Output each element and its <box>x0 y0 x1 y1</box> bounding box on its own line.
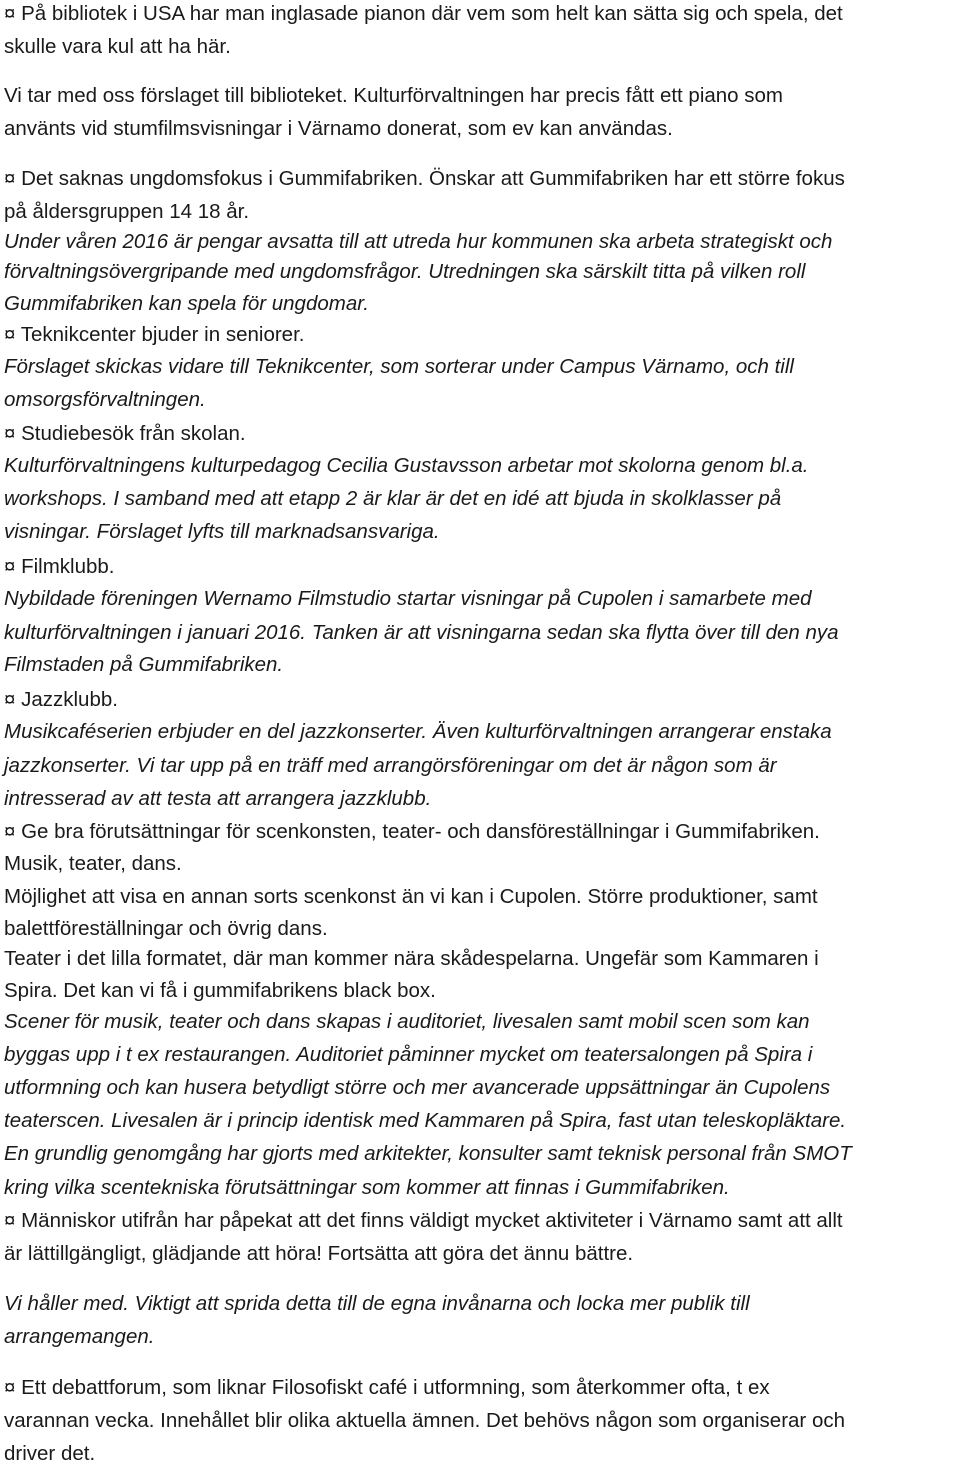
text-line: ¤ Människor utifrån har påpekat att det finns väldigt mycket aktiviteter i Värnamo samt att allt <box>4 1209 843 1232</box>
text-line: byggas upp i t ex restaurangen. Auditoriet påminner mycket om teatersalongen på Spira i <box>4 1043 813 1066</box>
text-line: ¤ Filmklubb. <box>4 555 115 578</box>
text-line: kulturförvaltningen i januari 2016. Tanken är att visningarna sedan ska flytta över till den nya <box>4 621 839 644</box>
text-line: Förslaget skickas vidare till Teknikcenter, som sorterar under Campus Värnamo, och till <box>4 355 794 378</box>
text-line: Gummifabriken kan spela för ungdomar. <box>4 292 369 315</box>
text-line: ¤ Teknikcenter bjuder in seniorer. <box>4 323 305 346</box>
text-line: använts vid stumfilmsvisningar i Värnamo donerat, som ev kan användas. <box>4 117 673 140</box>
text-line: ¤ Det saknas ungdomsfokus i Gummifabriken. Önskar att Gummifabriken har ett större fokus <box>4 167 845 190</box>
text-line: intresserad av att testa att arrangera jazzklubb. <box>4 787 432 810</box>
text-line: Spira. Det kan vi få i gummifabrikens black box. <box>4 979 436 1002</box>
text-line: arrangemangen. <box>4 1325 155 1348</box>
text-line: Möjlighet att visa en annan sorts scenkonst än vi kan i Cupolen. Större produktioner, samt <box>4 885 818 908</box>
text-line: Vi tar med oss förslaget till biblioteket. Kulturförvaltningen har precis fått ett piano som <box>4 84 784 107</box>
text-line: ¤ Jazzklubb. <box>4 688 118 711</box>
text-line: Musikcaféserien erbjuder en del jazzkonserter. Även kulturförvaltningen arrangerar enstaka <box>4 720 832 743</box>
text-line: Nybildade föreningen Wernamo Filmstudio startar visningar på Cupolen i samarbete med <box>4 587 812 610</box>
text-line: utformning och kan husera betydligt större och mer avancerade uppsättningar än Cupolens <box>4 1076 831 1099</box>
text-line: teaterscen. Livesalen är i princip identisk med Kammaren på Spira, fast utan teleskopläktare. <box>4 1109 847 1132</box>
text-line: workshops. I samband med att etapp 2 är klar är det en idé att bjuda in skolklasser på <box>4 487 782 510</box>
text-line: förvaltningsövergripande med ungdomsfrågor. Utredningen ska särskilt titta på vilken roll <box>4 260 806 283</box>
text-line: är lättillgängligt, glädjande att höra! Fortsätta att göra det ännu bättre. <box>4 1242 634 1265</box>
text-line: omsorgsförvaltningen. <box>4 388 206 411</box>
text-line: Kulturförvaltningens kulturpedagog Cecilia Gustavsson arbetar mot skolorna genom bl.a. <box>4 454 809 477</box>
text-line: på åldersgruppen 14 18 år. <box>4 200 250 223</box>
text-line: skulle vara kul att ha här. <box>4 35 231 58</box>
text-line: Scener för musik, teater och dans skapas i auditoriet, livesalen samt mobil scen som kan <box>4 1010 810 1033</box>
text-line: jazzkonserter. Vi tar upp på en träff med arrangörsföreningar om det är någon som är <box>4 754 777 777</box>
text-line: visningar. Förslaget lyfts till marknadsansvariga. <box>4 520 440 543</box>
text-line: kring vilka scentekniska förutsättningar som kommer att finnas i Gummifabriken. <box>4 1176 730 1199</box>
text-line: Filmstaden på Gummifabriken. <box>4 653 284 676</box>
text-line: Under våren 2016 är pengar avsatta till att utreda hur kommunen ska arbeta strategiskt och <box>4 230 833 253</box>
text-line: ¤ Ett debattforum, som liknar Filosofiskt café i utformning, som återkommer ofta, t ex <box>4 1376 770 1399</box>
text-line: driver det. <box>4 1442 96 1465</box>
text-line: balettföreställningar och övrig dans. <box>4 917 328 940</box>
text-line: En grundlig genomgång har gjorts med arkitekter, konsulter samt teknisk personal från SMOT <box>4 1142 852 1165</box>
text-line: Vi håller med. Viktigt att sprida detta till de egna invånarna och locka mer publik till <box>4 1292 750 1315</box>
text-line: ¤ På bibliotek i USA har man inglasade pianon där vem som helt kan sätta sig och spela, det <box>4 2 843 25</box>
text-line: Musik, teater, dans. <box>4 852 182 875</box>
text-line: ¤ Studiebesök från skolan. <box>4 422 246 445</box>
text-line: Teater i det lilla formatet, där man kommer nära skådespelarna. Ungefär som Kammaren i <box>4 947 819 970</box>
text-line: ¤ Ge bra förutsättningar för scenkonsten, teater- och dansföreställningar i Gummifabriken. <box>4 820 820 843</box>
text-line: varannan vecka. Innehållet blir olika aktuella ämnen. Det behövs någon som organiserar och <box>4 1409 846 1432</box>
